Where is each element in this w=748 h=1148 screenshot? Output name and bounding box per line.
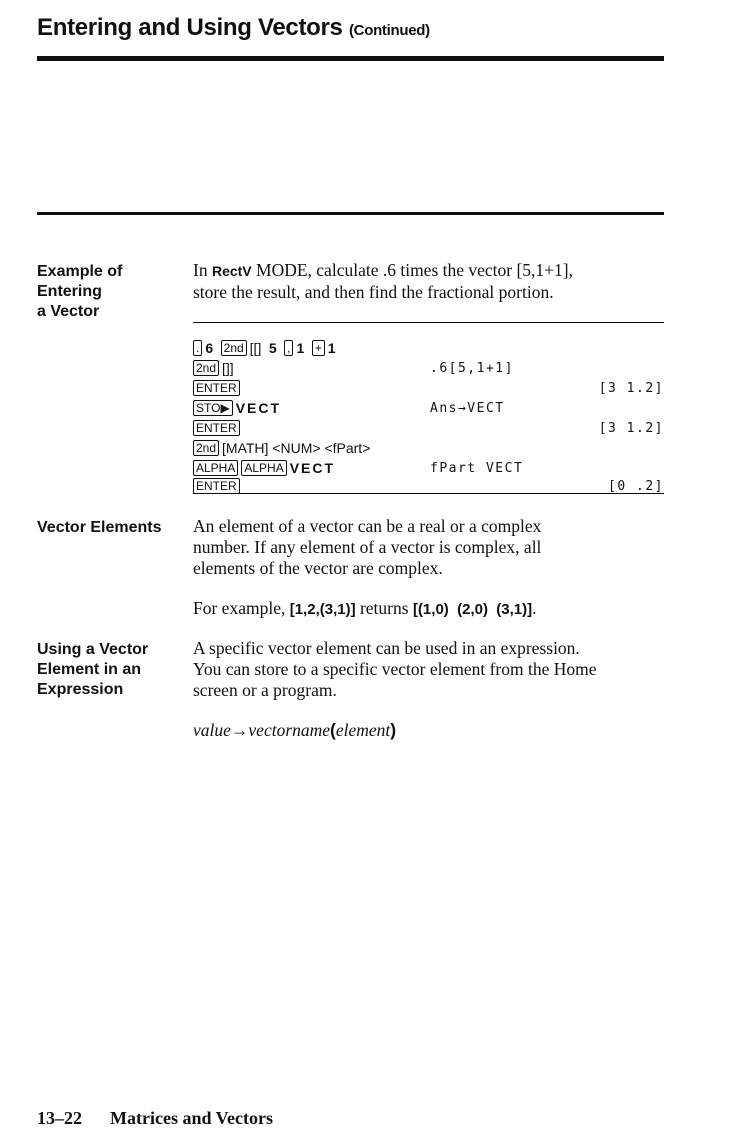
- key-row: [193, 477, 664, 497]
- intro-mode: RectV: [211, 263, 252, 279]
- key-sequence: [193, 340, 340, 358]
- vector-elements-paragraph: [193, 516, 673, 579]
- key-sequence: [193, 420, 243, 438]
- syntax-close-paren: ): [390, 720, 397, 740]
- page-number: 13–22: [37, 1108, 82, 1128]
- alpha-key[interactable]: ALPHA: [241, 460, 286, 476]
- 2nd-key[interactable]: 2nd: [193, 360, 219, 376]
- example-label-line: a Vector: [37, 303, 100, 320]
- title-suffix: (Continued): [348, 22, 430, 39]
- key-text: []]: [222, 360, 234, 376]
- intro-line-1: [193, 260, 673, 282]
- keystroke-table: [193, 322, 664, 494]
- key-text: VECT: [289, 460, 336, 476]
- para-line: You can store to a specific vector element from the Home: [193, 659, 597, 679]
- intro-pre: In: [193, 260, 212, 280]
- syntax-element: element: [335, 720, 391, 740]
- vector-elements-label: Vector Elements: [37, 519, 162, 536]
- key-sequence: [193, 478, 243, 496]
- page-title: [37, 14, 430, 42]
- key-text: 5: [268, 340, 277, 356]
- example-expr: [1,2,(3,1)]: [289, 601, 356, 618]
- key-row: [193, 439, 664, 459]
- plus-key[interactable]: +: [312, 340, 325, 356]
- syntax-value: value: [193, 720, 231, 740]
- key-sequence: [193, 360, 238, 378]
- para-line: screen or a program.: [193, 680, 337, 700]
- enter-key[interactable]: ENTER: [193, 478, 240, 494]
- sto-key[interactable]: STO▶: [193, 400, 233, 416]
- key-row: [193, 359, 664, 379]
- example-result: [(1,0) (2,0) (3,1)]: [412, 601, 533, 618]
- key-text: 1: [327, 340, 336, 356]
- using-label-line: Using a Vector: [37, 641, 149, 658]
- example-end: .: [532, 598, 537, 618]
- key-sequence: [193, 440, 374, 458]
- using-label-line: Expression: [37, 681, 124, 698]
- key-sequence: [193, 380, 243, 398]
- example-pre: For example,: [193, 598, 290, 618]
- header-rule: [37, 56, 664, 61]
- alpha-key[interactable]: ALPHA: [193, 460, 238, 476]
- store-arrow-icon: →: [230, 720, 249, 740]
- para-line: number. If any element of a vector is complex, all: [193, 537, 542, 557]
- enter-key[interactable]: ENTER: [193, 380, 240, 396]
- syntax-open-paren: (: [330, 720, 336, 740]
- example-label: [37, 262, 177, 322]
- screen-result: [3 1.2]: [598, 421, 664, 436]
- screen-result: [0 .2]: [608, 479, 664, 494]
- syntax-line: [193, 720, 673, 741]
- title-main: Entering and Using Vectors: [37, 14, 343, 41]
- syntax-vectorname: vectorname: [248, 720, 331, 740]
- key-row: [193, 399, 664, 419]
- key-text: [MATH] <NUM> <fPart>: [222, 440, 371, 456]
- using-element-label: [37, 640, 187, 700]
- key-row: [193, 459, 664, 479]
- key-row: [193, 379, 664, 399]
- key-text: 6: [205, 340, 214, 356]
- example-label-line: Example of: [37, 263, 123, 280]
- decimal-key[interactable]: .: [193, 340, 202, 356]
- key-row: [193, 339, 664, 359]
- key-sequence: [193, 400, 285, 418]
- 2nd-key[interactable]: 2nd: [221, 340, 247, 356]
- section-rule: [37, 212, 664, 215]
- para-line: elements of the vector are complex.: [193, 558, 443, 578]
- using-element-paragraph: [193, 638, 673, 701]
- key-text: [[]: [249, 340, 262, 356]
- intro-line-2: store the result, and then find the fractional portion.: [193, 282, 554, 302]
- para-line: An element of a vector can be a real or a complex: [193, 516, 542, 536]
- screen-text: fPart VECT: [430, 461, 524, 476]
- page-footer: [37, 1108, 273, 1129]
- screen-result: [3 1.2]: [598, 381, 664, 396]
- 2nd-key[interactable]: 2nd: [193, 440, 219, 456]
- example-intro: [193, 260, 673, 303]
- key-sequence: [193, 460, 339, 478]
- enter-key[interactable]: ENTER: [193, 420, 240, 436]
- example-mid: returns: [355, 598, 413, 618]
- chapter-name: Matrices and Vectors: [110, 1108, 273, 1128]
- screen-text: .6[5,1+1]: [430, 361, 514, 376]
- para-line: A specific vector element can be used in an expression.: [193, 638, 580, 658]
- key-text: VECT: [235, 400, 282, 416]
- vector-elements-example: [193, 598, 673, 620]
- example-label-line: Entering: [37, 283, 102, 300]
- intro-post: MODE, calculate .6 times the vector [5,1+1],: [251, 260, 574, 280]
- using-label-line: Element in an: [37, 661, 142, 678]
- comma-key[interactable]: ,: [284, 340, 293, 356]
- key-text: 1: [296, 340, 305, 356]
- key-row: [193, 419, 664, 439]
- screen-text: Ans→VECT: [430, 401, 505, 416]
